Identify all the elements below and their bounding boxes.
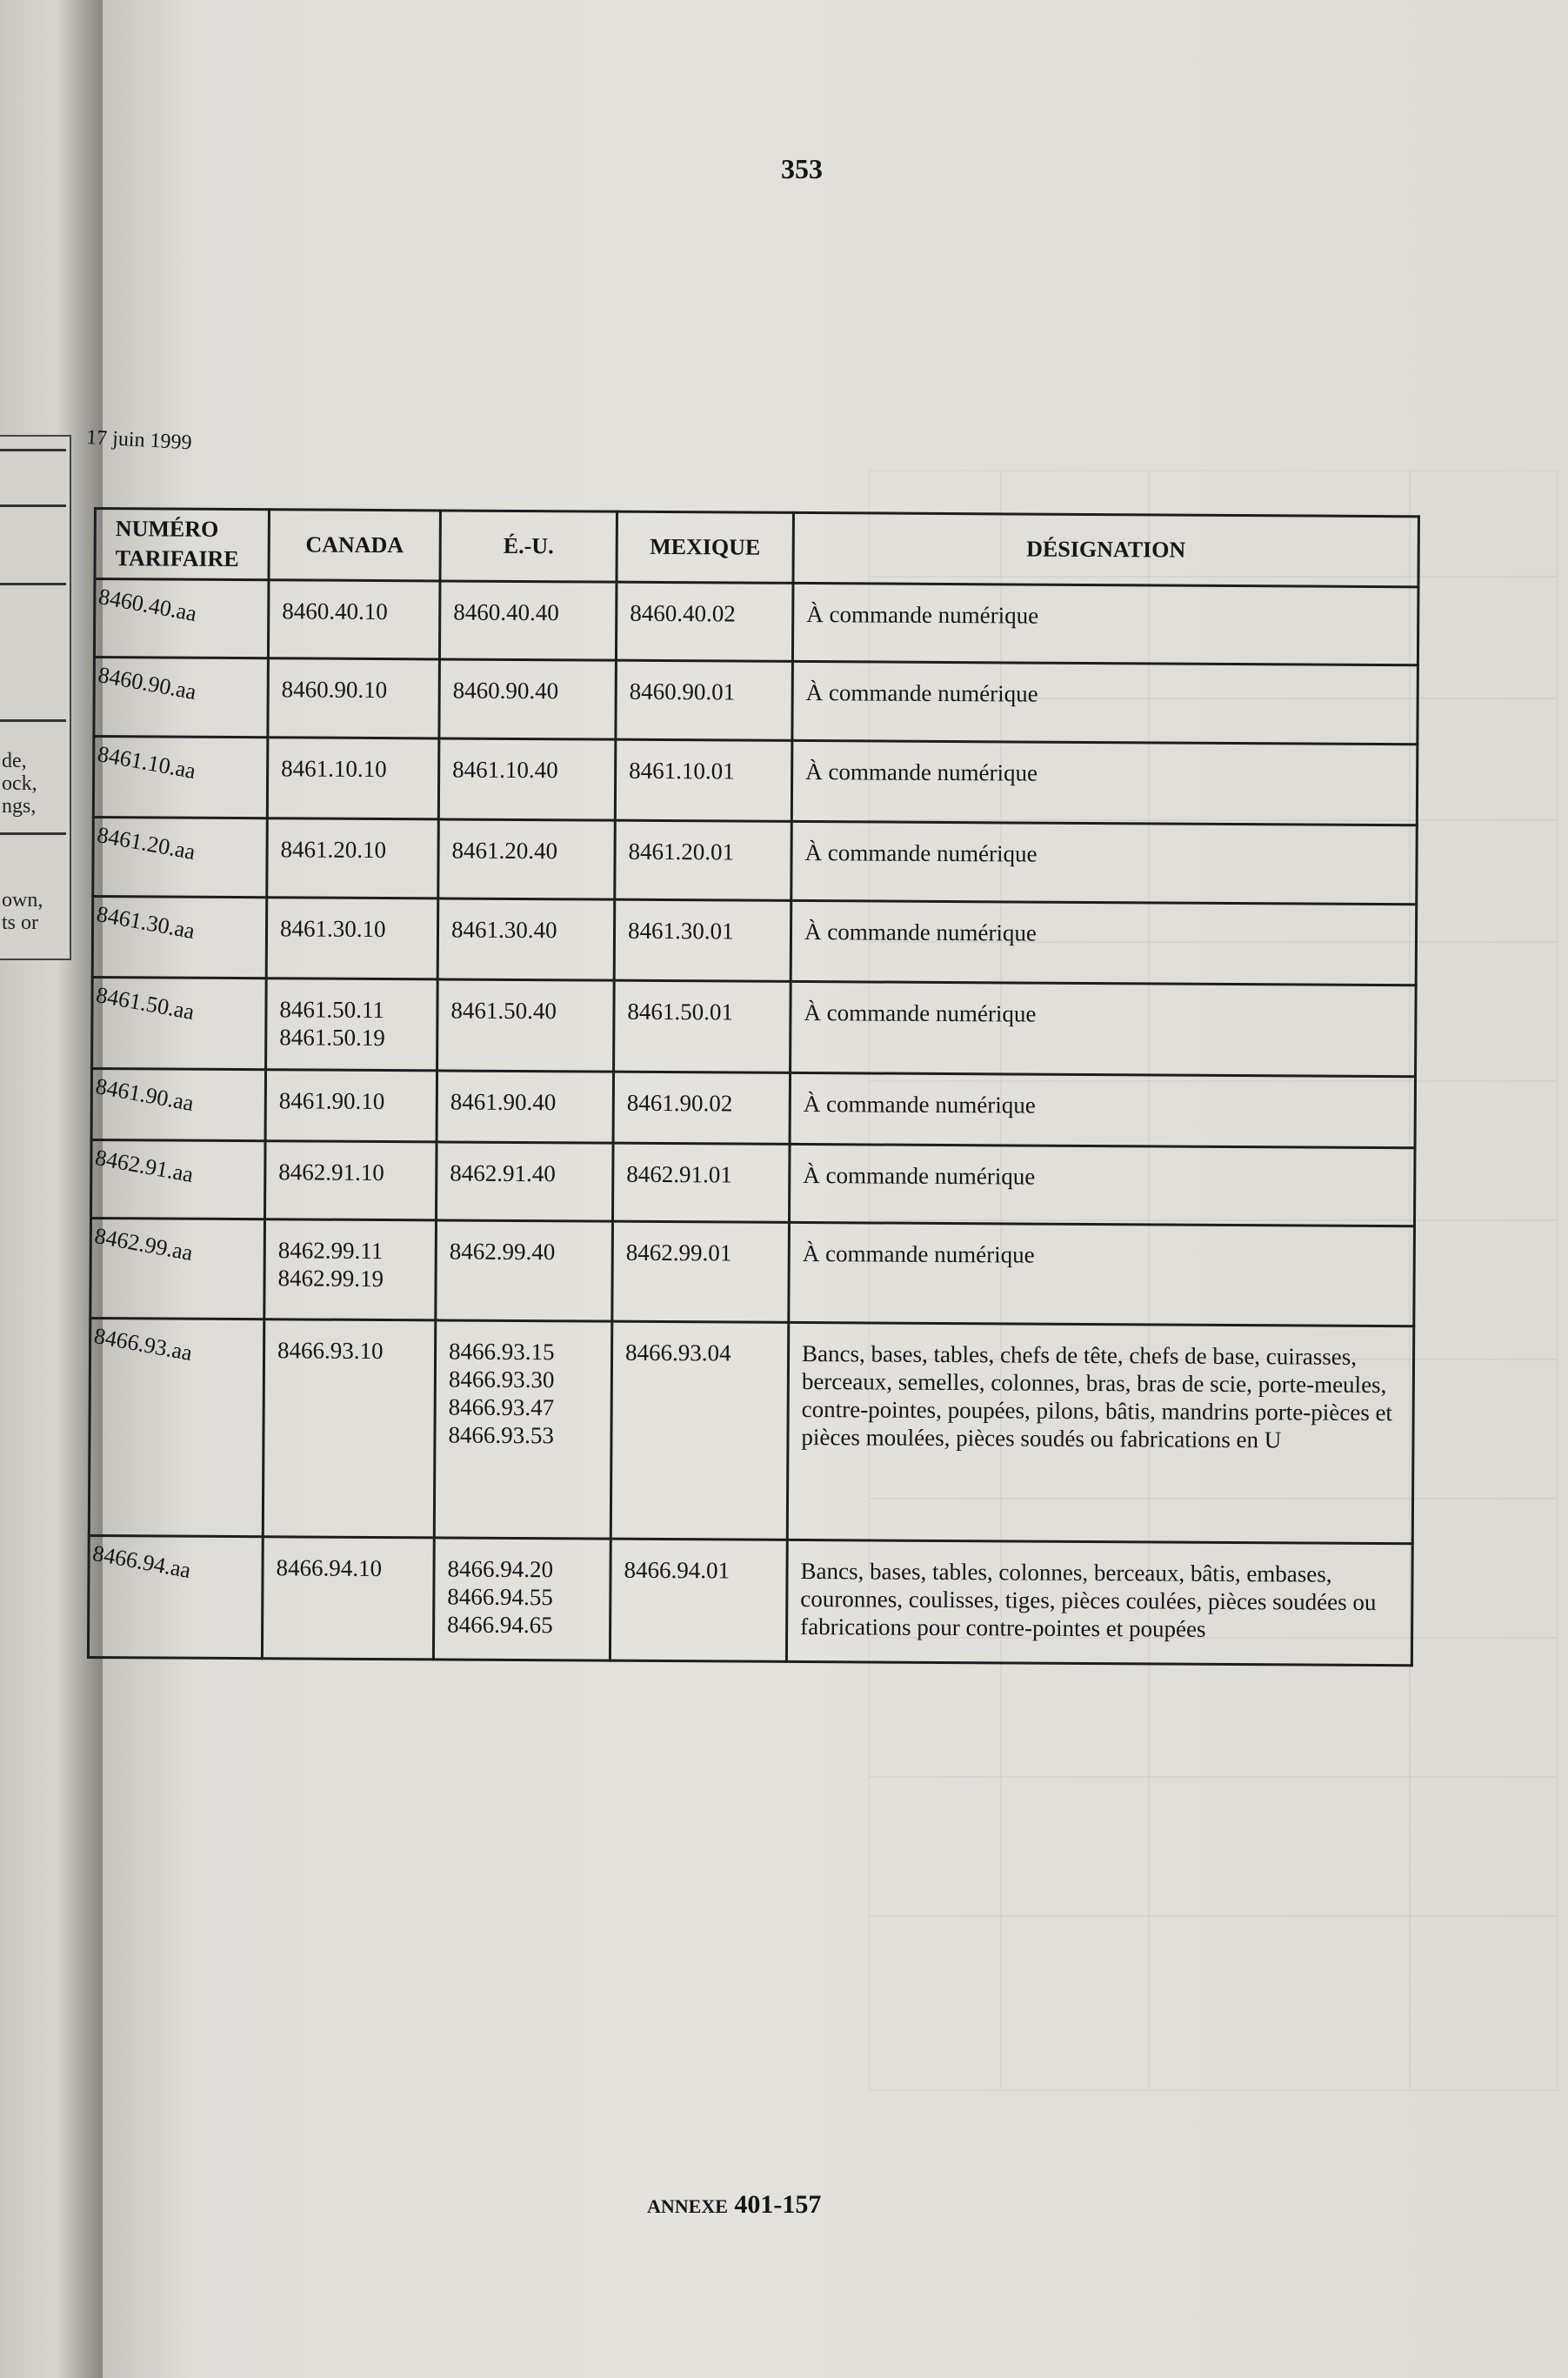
fragment-text: de, [2, 750, 27, 772]
page-number: 353 [781, 153, 823, 184]
cell-mexico-code: 8466.93.04 [611, 1321, 789, 1540]
cell-us-code: 8461.90.40 [437, 1071, 613, 1143]
cell-designation: À commande numérique [790, 1072, 1415, 1147]
tariff-number-text: 8461.30.aa [94, 901, 197, 945]
cell-canada-code: 8461.20.10 [267, 818, 439, 898]
cell-designation: Bancs, bases, tables, colonnes, berceaux, bâtis, embases, couronnes, coulisses, tiges, pièces coulées, pièces soudées ou fabrications pour contre-pointes et poupées [786, 1540, 1412, 1665]
cell-tariff-number [91, 1139, 266, 1219]
cell-mexico-code: 8461.20.01 [615, 820, 792, 900]
cell-designation: Bancs, bases, tables, chefs de tête, chefs de base, cuirasses, berceaux, semelles, colonnes, bras, bras de scie, porte-meules, contre-pointes, poupées, pilons, bâtis, mandrins porte-pièces et pièces moulées, pièces soudés ou fabrications en U [787, 1322, 1414, 1543]
cell-us-code: 8466.94.20 8466.94.55 8466.94.65 [433, 1538, 611, 1660]
cell-tariff-number [92, 977, 267, 1069]
tariff-number-text: 8466.93.aa [91, 1323, 195, 1366]
cell-canada-code: 8461.90.10 [265, 1070, 437, 1142]
table-row [91, 1068, 1415, 1147]
cell-canada-code: 8462.91.10 [265, 1141, 437, 1220]
fragment-text: own, [2, 889, 43, 912]
cell-canada-code: 8461.50.11 8461.50.19 [266, 979, 438, 1071]
header-us: É.-U. [440, 511, 617, 582]
table-row [88, 1535, 1412, 1665]
book-binding-shadow [0, 0, 103, 2378]
cell-tariff-number [90, 1218, 265, 1319]
tariff-number-text: 8462.99.aa [92, 1223, 196, 1266]
cell-canada-code: 8466.93.10 [263, 1319, 436, 1538]
cell-us-code: 8460.90.40 [439, 659, 617, 739]
table-row [93, 818, 1418, 905]
cell-canada-code: 8466.94.10 [262, 1537, 434, 1660]
cell-canada-code: 8460.40.10 [268, 580, 440, 659]
cell-tariff-number [88, 1535, 263, 1658]
table-row [92, 977, 1417, 1076]
cell-mexico-code: 8461.30.01 [614, 899, 791, 981]
cell-tariff-number [89, 1318, 264, 1536]
cell-mexico-code: 8460.40.02 [616, 582, 793, 661]
cell-tariff-number [94, 658, 269, 738]
tariff-number-text: 8460.40.aa [97, 584, 199, 627]
cell-mexico-code: 8462.91.01 [612, 1143, 790, 1222]
document-date: 17 juin 1999 [85, 426, 193, 455]
cell-tariff-number [92, 897, 267, 979]
cell-us-code: 8461.30.40 [437, 898, 615, 980]
tariff-number-text: 8461.10.aa [95, 741, 198, 785]
table-row [89, 1318, 1413, 1543]
cell-designation: À commande numérique [791, 900, 1417, 985]
rule-line [0, 832, 66, 835]
header-designation: DÉSIGNATION [793, 512, 1418, 586]
cell-mexico-code: 8462.99.01 [612, 1221, 790, 1322]
cell-mexico-code: 8461.10.01 [615, 739, 792, 821]
tariff-number-text: 8466.94.aa [90, 1540, 193, 1584]
cell-designation: À commande numérique [792, 583, 1418, 665]
cell-tariff-number [93, 818, 268, 898]
cell-designation: À commande numérique [791, 821, 1418, 904]
table-header-row [95, 509, 1418, 587]
cell-tariff-number [91, 1068, 265, 1140]
cell-designation: À commande numérique [791, 981, 1417, 1076]
cell-mexico-code: 8460.90.01 [616, 660, 793, 740]
table-row [94, 579, 1418, 665]
cell-us-code: 8462.91.40 [436, 1142, 613, 1221]
rule-line [0, 719, 66, 722]
tariff-table [87, 507, 1420, 1667]
cell-designation: À commande numérique [791, 740, 1418, 825]
cell-canada-code: 8460.90.10 [268, 658, 440, 738]
cell-designation: À commande numérique [789, 1144, 1415, 1226]
annex-number: 401-157 [734, 2190, 822, 2219]
previous-page-edge [0, 435, 71, 960]
cell-us-code: 8466.93.15 8466.93.30 8466.93.47 8466.93.53 [434, 1320, 612, 1539]
tariff-number-text: 8462.91.aa [93, 1145, 196, 1188]
table-row [91, 1139, 1416, 1226]
cell-designation: À commande numérique [792, 661, 1418, 744]
table-row [92, 897, 1417, 985]
cell-canada-code: 8462.99.11 8462.99.19 [264, 1219, 437, 1320]
tariff-number-text: 8461.90.aa [93, 1073, 197, 1117]
cell-us-code: 8461.20.40 [438, 819, 616, 899]
fragment-text: ts or [2, 912, 38, 934]
fragment-text: ock, [2, 772, 37, 795]
cell-mexico-code: 8461.90.02 [613, 1072, 790, 1144]
cell-us-code: 8461.50.40 [437, 979, 615, 1072]
fragment-text: ngs, [2, 795, 37, 818]
cell-canada-code: 8461.10.10 [267, 738, 439, 819]
cell-canada-code: 8461.30.10 [266, 898, 438, 979]
table-row [94, 658, 1418, 745]
rule-line [0, 504, 66, 507]
cell-mexico-code: 8461.50.01 [614, 980, 791, 1072]
cell-tariff-number [94, 579, 269, 658]
cell-us-code: 8462.99.40 [436, 1220, 613, 1321]
table-row [93, 737, 1418, 825]
rule-line [0, 449, 66, 451]
cell-us-code: 8461.10.40 [438, 738, 616, 820]
tariff-table-wrapper [86, 507, 1418, 1744]
rule-line [0, 583, 66, 585]
header-mexico: MEXIQUE [617, 511, 793, 583]
tariff-number-text: 8461.50.aa [94, 982, 197, 1025]
header-tariff-number: NUMÉRO TARIFAIRE [95, 509, 269, 580]
cell-tariff-number [93, 737, 268, 818]
cell-mexico-code: 8466.94.01 [610, 1539, 787, 1661]
annex-footer [647, 2190, 821, 2220]
cell-designation: À commande numérique [789, 1222, 1415, 1326]
tariff-number-text: 8461.20.aa [95, 822, 197, 865]
tariff-number-text: 8460.90.aa [96, 662, 198, 705]
table-row [90, 1218, 1415, 1326]
header-canada: CANADA [269, 510, 440, 581]
cell-us-code: 8460.40.40 [439, 581, 617, 660]
annex-label: ANNEXE [647, 2195, 728, 2217]
